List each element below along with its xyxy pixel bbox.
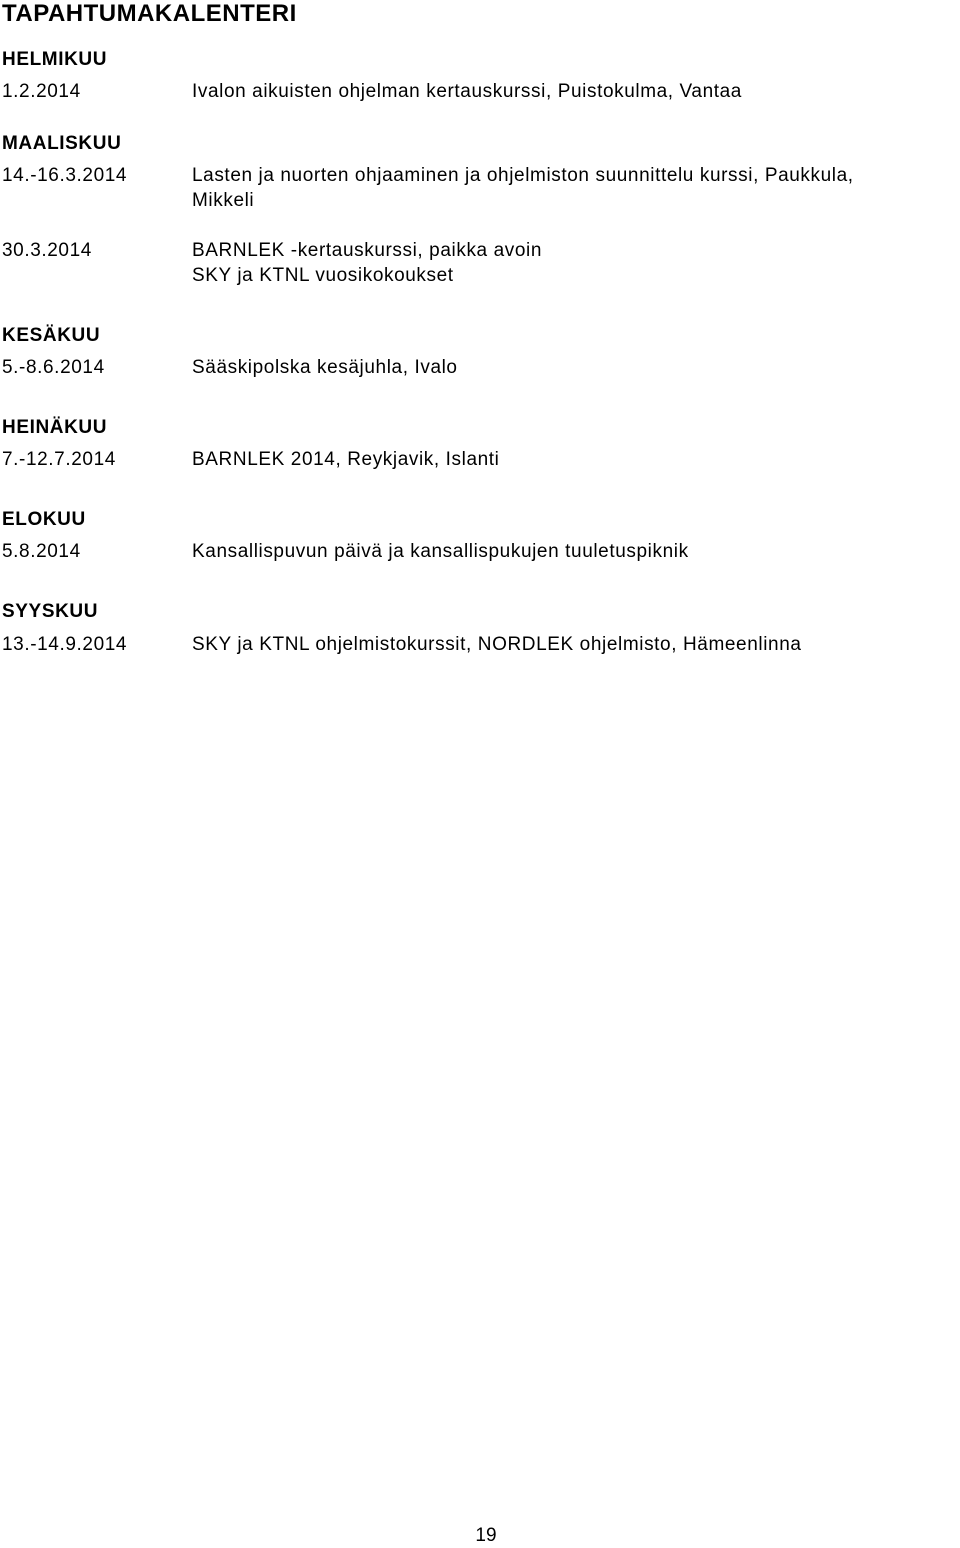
event-description-line: Lasten ja nuorten ohjaaminen ja ohjelmiston suunnittelu kurssi, Paukkula, bbox=[192, 165, 854, 186]
event-date: 13.-14.9.2014 bbox=[2, 634, 128, 655]
month-heading-helmikuu: HELMIKUU bbox=[2, 49, 108, 70]
event-description-line: BARNLEK 2014, Reykjavik, Islanti bbox=[192, 449, 500, 470]
month-heading-kesakuu: KESÄKUU bbox=[2, 325, 101, 346]
event-description-line: Kansallispuvun päivä ja kansallispukujen tuuletuspiknik bbox=[192, 541, 689, 562]
event-description-line: Sääskipolska kesäjuhla, Ivalo bbox=[192, 357, 458, 378]
event-description-line: Mikkeli bbox=[192, 190, 255, 211]
event-description bbox=[192, 79, 952, 104]
month-heading-elokuu: ELOKUU bbox=[2, 509, 86, 530]
event-description bbox=[192, 539, 952, 564]
month-heading-heinakuu: HEINÄKUU bbox=[2, 417, 108, 438]
month-heading-syyskuu: SYYSKUU bbox=[2, 601, 99, 622]
page-number: 19 bbox=[475, 1525, 497, 1546]
event-date: 7.-12.7.2014 bbox=[2, 449, 116, 470]
event-date: 14.-16.3.2014 bbox=[2, 165, 128, 186]
event-description bbox=[192, 355, 952, 380]
month-heading-maaliskuu: MAALISKUU bbox=[2, 133, 122, 154]
event-date: 5.8.2014 bbox=[2, 541, 81, 562]
event-date: 5.-8.6.2014 bbox=[2, 357, 105, 378]
event-description bbox=[192, 163, 952, 213]
event-description-line: SKY ja KTNL vuosikokoukset bbox=[192, 265, 454, 286]
event-description-line: BARNLEK -kertauskurssi, paikka avoin bbox=[192, 240, 543, 261]
event-description-line: Ivalon aikuisten ohjelman kertauskurssi, Puistokulma, Vantaa bbox=[192, 81, 742, 102]
event-description bbox=[192, 238, 952, 288]
page-title: TAPAHTUMAKALENTERI bbox=[2, 0, 297, 27]
event-date: 1.2.2014 bbox=[2, 81, 81, 102]
event-description-line: SKY ja KTNL ohjelmistokurssit, NORDLEK ohjelmisto, Hämeenlinna bbox=[192, 634, 802, 655]
event-date: 30.3.2014 bbox=[2, 240, 92, 261]
event-description bbox=[192, 632, 952, 657]
event-description bbox=[192, 447, 952, 472]
